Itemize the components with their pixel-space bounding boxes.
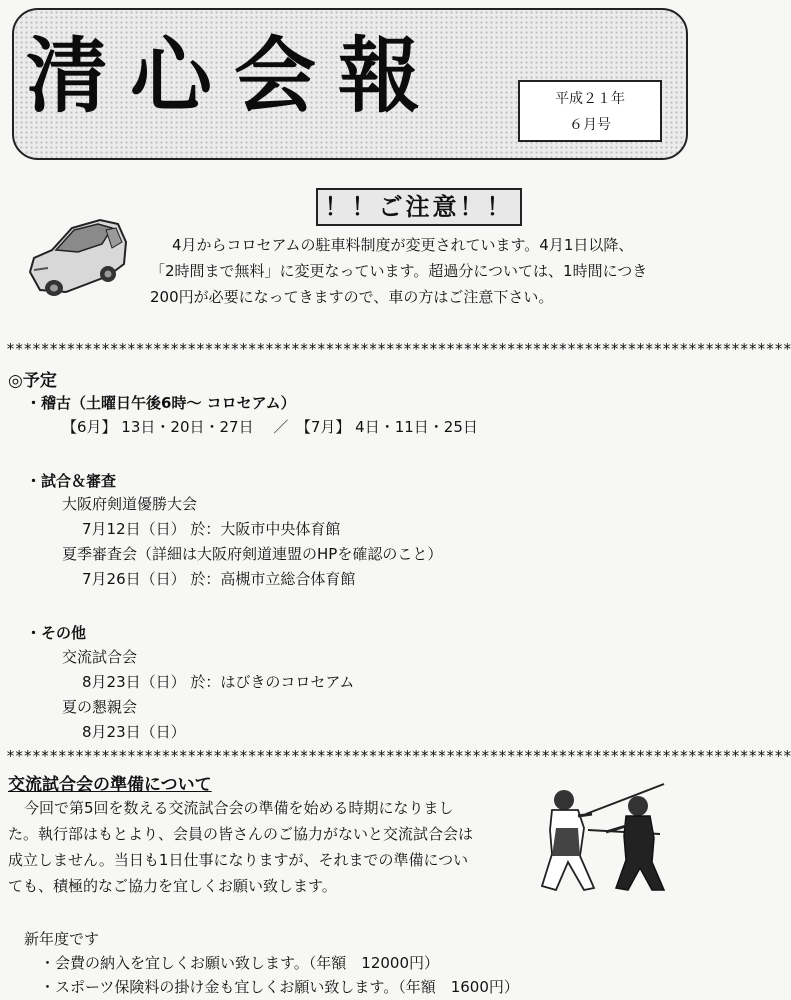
other-event-2: 夏の懇親会 xyxy=(62,698,138,716)
insurance-item: ・スポーツ保険料の掛け金も宜しくお願い致します。（年額 1600円） xyxy=(40,978,519,996)
issue-year: 平成２１年 xyxy=(555,91,625,107)
issue-month: ６月号 xyxy=(569,117,611,133)
notice-title: ！！ご注意！！ xyxy=(316,188,522,226)
other-event-2-date: 8月23日（日） xyxy=(82,723,186,741)
newsletter-title: 清心会報 xyxy=(26,28,443,124)
notice-line-2: 「2時間まで無料」に変更なっています。超過分については、1時間につき xyxy=(150,262,648,280)
prep-line-1: 今回で第5回を数える交流試合会の準備を始める時期になりまし xyxy=(24,799,454,817)
other-event-1-date: 8月23日（日） 於：はびきのコロセアム xyxy=(82,673,355,691)
fee-item: ・会費の納入を宜しくお願い致します。（年額 12000円） xyxy=(40,954,440,972)
schedule-heading: ◎予定 xyxy=(8,371,57,391)
separator-1: ******************************************************************************************* xyxy=(6,340,791,358)
shiai-event-2: 夏季審査会（詳細は大阪府剣道連盟のHPを確認のこと） xyxy=(62,545,443,563)
keiko-title: ・稽古（土曜日午後6時～ コロセアム） xyxy=(26,394,296,412)
new-year-title: 新年度です xyxy=(24,930,100,948)
other-title: ・その他 xyxy=(26,624,87,642)
keiko-dates: 【6月】 13日・20日・27日 ／ 【7月】 4日・11日・25日 xyxy=(62,418,478,436)
other-event-1: 交流試合会 xyxy=(62,648,138,666)
prep-line-4: ても、積極的なご協力を宜しくお願い致します。 xyxy=(8,877,337,895)
kendo-illustration xyxy=(522,776,672,896)
shiai-event-1: 大阪府剣道優勝大会 xyxy=(62,495,198,513)
notice-line-3: 200円が必要になってきますので、車の方はご注意下さい。 xyxy=(150,288,554,306)
prep-line-3: 成立しません。当日も1日仕事になりますが、それまでの準備につい xyxy=(8,851,469,869)
shiai-event-1-date: 7月12日（日） 於：大阪市中央体育館 xyxy=(82,520,341,538)
prep-line-2: た。執行部はもとより、会員の皆さんのご協力がないと交流試合会は xyxy=(8,825,474,843)
shiai-event-2-date: 7月26日（日） 於：高槻市立総合体育館 xyxy=(82,570,356,588)
issue-date-box xyxy=(518,80,662,142)
prep-title: 交流試合会の準備について xyxy=(8,775,212,795)
notice-line-1: 4月からコロセアムの駐車料制度が変更されています。4月1日以降、 xyxy=(172,236,634,254)
car-illustration xyxy=(26,214,130,300)
separator-2: ******************************************************************************************* xyxy=(6,747,791,765)
shiai-title: ・試合＆審査 xyxy=(26,472,117,490)
